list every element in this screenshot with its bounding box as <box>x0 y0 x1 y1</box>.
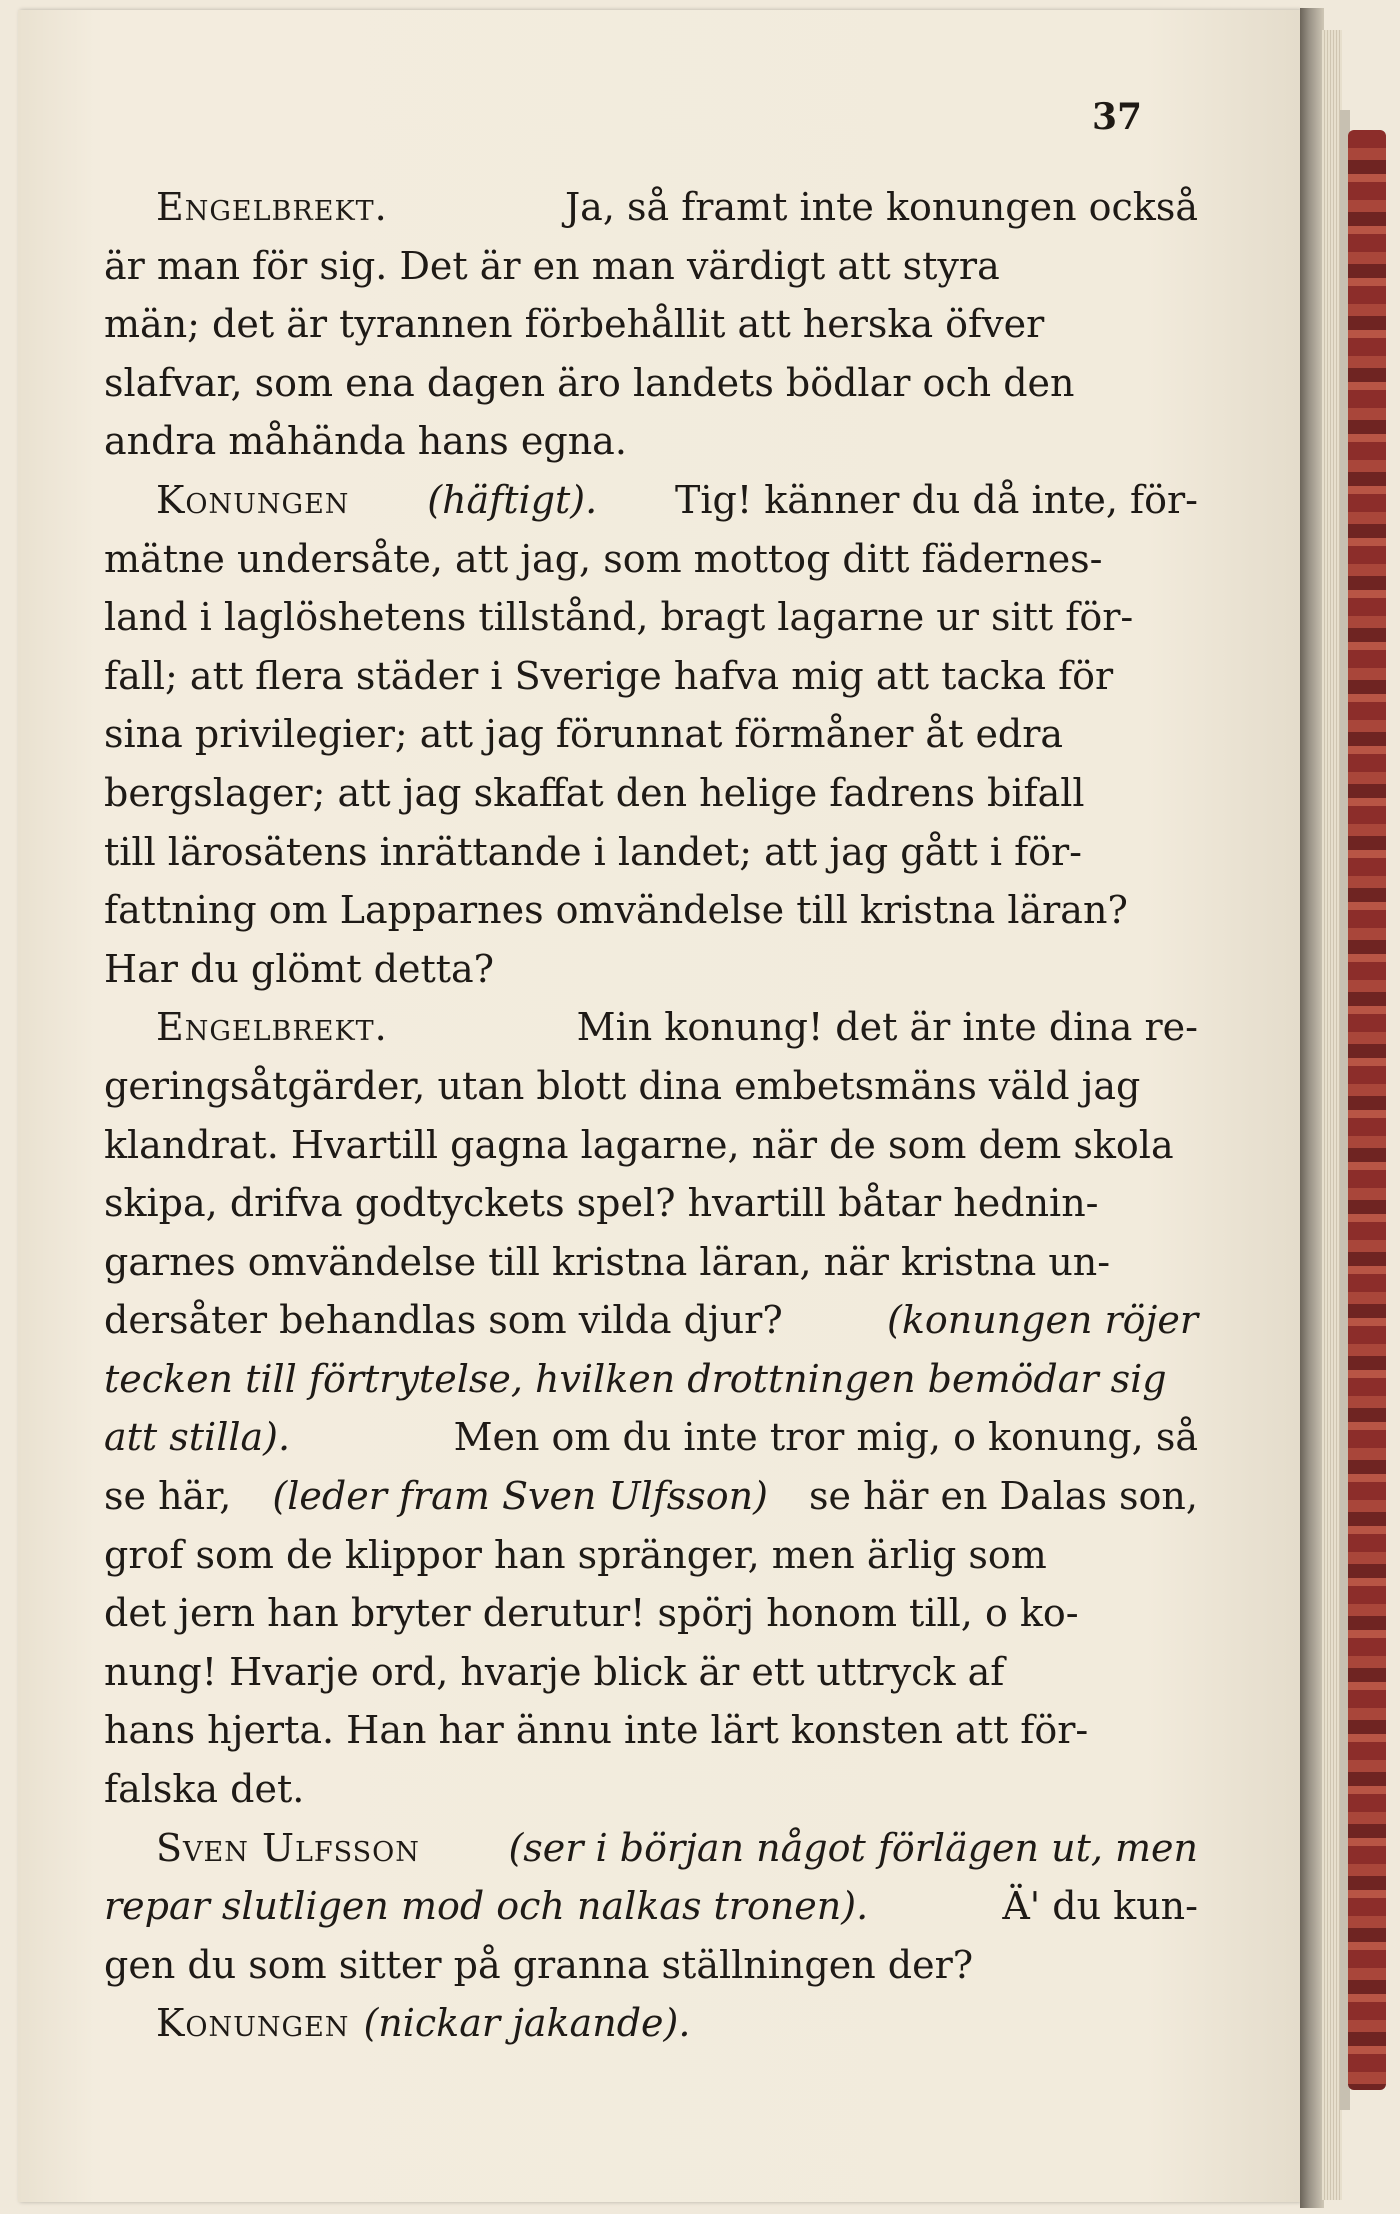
text-line <box>104 588 1198 647</box>
text-line <box>104 705 1198 764</box>
text-line <box>104 1526 1198 1585</box>
text-segment: skipa, drifva godtyckets spel? hvartill båtar hednin- <box>104 1181 1099 1226</box>
text-segment: dersåter behandlas som vilda djur? <box>104 1298 783 1343</box>
text-line <box>104 998 1198 1057</box>
page-number: 37 <box>1092 96 1143 138</box>
text-segment: Har du glömt detta? <box>104 946 495 991</box>
text-segment: slafvar, som ena dagen äro landets bödlar och den <box>104 360 1075 405</box>
text-line <box>104 178 1198 237</box>
text-segment: garnes omvändelse till kristna läran, när kristna un- <box>104 1239 1111 1284</box>
text-segment: klandrat. Hvartill gagna lagarne, när de som dem skola <box>104 1122 1174 1167</box>
page-stack-edge <box>1322 30 1342 2200</box>
text-segment: falska det. <box>104 1767 305 1812</box>
stage-direction: tecken till förtrytelse, hvilken drottningen bemödar sig <box>104 1356 1167 1401</box>
text-segment: fattning om Lapparnes omvändelse till kristna läran? <box>104 888 1128 933</box>
stage-direction: repar slutligen mod och nalkas tronen). <box>104 1884 869 1929</box>
text-segment: andra måhända hans egna. <box>104 419 627 464</box>
text-line <box>104 881 1198 940</box>
stage-direction: (nickar jakande). <box>363 2001 691 2046</box>
text-line <box>104 1643 1198 1702</box>
text-segment: nung! Hvarje ord, hvarje blick är ett uttryck af <box>104 1649 1005 1694</box>
text-line <box>104 764 1198 823</box>
text-segment: Tig! känner du då inte, för- <box>675 477 1198 522</box>
text-line <box>104 295 1198 354</box>
text-line <box>104 354 1198 413</box>
text-line <box>104 412 1198 471</box>
text-segment: mätne undersåte, att jag, som mottog ditt fädernes- <box>104 536 1103 581</box>
text-line <box>104 1116 1198 1175</box>
stage-direction: (ser i början något förlägen ut, men <box>508 1825 1198 1870</box>
text-line <box>104 1233 1198 1292</box>
text-line <box>104 1057 1198 1116</box>
text-segment: män; det är tyrannen förbehållit att herska öfver <box>104 302 1045 347</box>
text-line <box>104 237 1198 296</box>
text-segment: gen du som sitter på granna ställningen der? <box>104 1942 974 1987</box>
text-segment: geringsåtgärder, utan blott dina embetsmäns väld jag <box>104 1063 1141 1108</box>
stage-direction: (häftigt). <box>427 477 598 522</box>
text-segment: land i laglöshetens tillstånd, bragt lagarne ur sitt för- <box>104 595 1134 640</box>
stage-direction: (konungen röjer <box>887 1298 1198 1343</box>
text-line <box>104 1936 1198 1995</box>
text-line <box>104 823 1198 882</box>
text-line <box>104 1350 1198 1409</box>
text-segment: fall; att flera städer i Sverige hafva mig att tacka för <box>104 653 1114 698</box>
text-line <box>104 1408 1198 1467</box>
text-line <box>104 1291 1198 1350</box>
text-line <box>104 1701 1198 1760</box>
text-line <box>104 1467 1198 1526</box>
text-line <box>104 1760 1198 1819</box>
text-segment: till lärosätens inrättande i landet; att jag gått i för- <box>104 829 1083 874</box>
text-segment: bergslager; att jag skaffat den helige fadrens bifall <box>104 770 1085 815</box>
speaker-name: Sven Ulfsson <box>156 1825 420 1870</box>
text-line <box>104 1877 1198 1936</box>
text-line <box>104 647 1198 706</box>
page-gutter-shadow <box>1300 8 1324 2208</box>
text-segment: sina privilegier; att jag förunnat förmåner åt edra <box>104 712 1064 757</box>
text-segment: Men om du inte tror mig, o konung, så <box>453 1415 1198 1460</box>
book-page <box>18 10 1300 2202</box>
text-segment: grof som de klippor han spränger, men ärlig som <box>104 1532 1047 1577</box>
speaker-name: Konungen <box>156 2001 350 2046</box>
stage-direction: (leder fram Sven Ulfsson) <box>272 1474 768 1519</box>
text-segment: se här, <box>104 1474 232 1519</box>
marbled-cover-edge <box>1348 130 1386 2090</box>
text-segment: Ja, så framt inte konungen också <box>564 185 1198 229</box>
text-line <box>104 1819 1198 1878</box>
text-line <box>104 940 1198 999</box>
stage-direction: att stilla). <box>104 1415 291 1460</box>
text-segment: är man för sig. Det är en man värdigt att styra <box>104 243 1000 288</box>
text-line <box>104 530 1198 589</box>
text-line <box>104 1174 1198 1233</box>
text-segment: se här en Dalas son, <box>809 1474 1198 1519</box>
text-line <box>104 471 1198 530</box>
text-segment: det jern han bryter derutur! spörj honom till, o ko- <box>104 1591 1079 1636</box>
page-text <box>104 178 1198 2053</box>
text-segment: Ä' du kun- <box>1002 1884 1198 1929</box>
text-line <box>104 1994 1198 2053</box>
speaker-name: Engelbrekt. <box>156 185 388 229</box>
text-segment: hans hjerta. Han har ännu inte lärt konsten att för- <box>104 1708 1089 1753</box>
speaker-name: Konungen <box>156 477 350 522</box>
text-segment: Min konung! det är inte dina re- <box>576 1005 1198 1050</box>
speaker-name: Engelbrekt. <box>156 1005 388 1050</box>
text-line <box>104 1584 1198 1643</box>
